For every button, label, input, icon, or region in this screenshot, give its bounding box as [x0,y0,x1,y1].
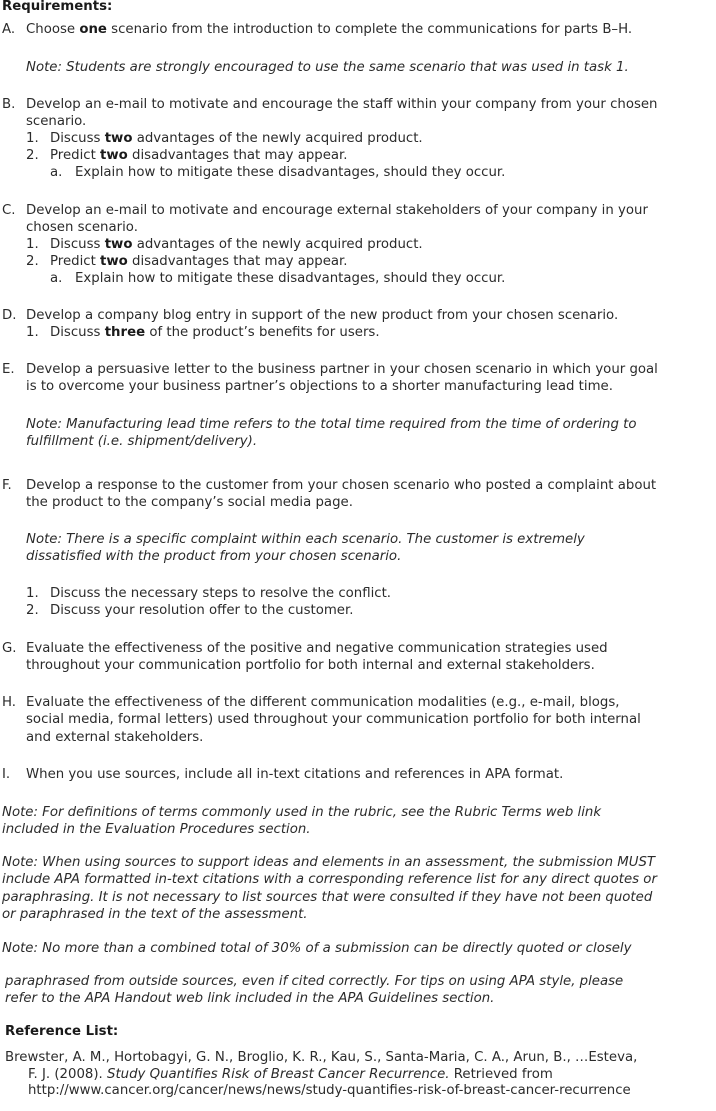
item-b-sub2-num: 2. [26,148,39,163]
item-c-sub1-num: 1. [26,237,39,252]
item-c-sub2-bold: two [100,254,128,269]
item-c-sub2-num: 2. [26,254,39,269]
note-rubric-line2: included in the Evaluation Procedures section. [2,822,311,837]
item-a-note: Note: Students are strongly encouraged to use the same scenario that was used in task 1. [26,60,629,75]
item-a-text-post: scenario from the introduction to complete the communications for parts B–H. [106,22,633,37]
item-i-line1: When you use sources, include all in-text citations and references in APA format. [26,767,564,782]
item-g-line2: throughout your communication portfolio for both internal and external stakeholders. [26,658,595,673]
item-d-sub1-post: of the product’s benefits for users. [145,325,380,340]
item-f-line2: the product to the company’s social media page. [26,495,353,510]
item-b-sub2 [50,147,348,164]
item-a-text-pre: Choose [26,22,80,37]
item-b-sub1-bold: two [104,131,133,146]
item-d-sub1 [50,324,380,341]
item-b-letter: B. [2,97,16,112]
item-a-bold: one [79,22,107,37]
reference-title: Study Quantifies Risk of Breast Cancer Recurrence. [107,1067,450,1082]
item-a-letter: A. [2,22,16,37]
item-b-sub2-post: disadvantages that may appear. [127,148,348,163]
item-e-line1: Develop a persuasive letter to the business partner in your chosen scenario in which your goal [26,362,658,377]
item-e-letter: E. [2,362,15,377]
item-d-line1: Develop a company blog entry in support of the new product from your chosen scenario. [26,308,619,323]
item-b-sub1-num: 1. [26,131,39,146]
item-h-letter: H. [2,695,16,710]
item-a-text [26,21,632,38]
item-c-sub2a: Explain how to mitigate these disadvantages, should they occur. [75,271,506,286]
requirements-heading: Requirements: [2,0,113,14]
item-c-sub1-post: advantages of the newly acquired product. [132,237,423,252]
note-sources-line4: or paraphrased in the text of the assessment. [2,907,308,922]
item-f-letter: F. [2,478,12,493]
item-f-sub2: Discuss your resolution offer to the customer. [50,603,354,618]
item-h-line1: Evaluate the effectiveness of the different communication modalities (e.g., e-mail, blogs, [26,695,620,710]
note-quote-limit-line1: Note: No more than a combined total of 30% of a submission can be directly quoted or closely [2,941,632,956]
item-e-note-line1: Note: Manufacturing lead time refers to the total time required from the time of ordering to [26,417,637,432]
item-h-line3: and external stakeholders. [26,730,204,745]
item-d-sub1-num: 1. [26,325,39,340]
item-f-sub2-num: 2. [26,603,39,618]
note-quote-limit-line2: paraphrased from outside sources, even if cited correctly. For tips on using APA style, please [5,974,624,989]
item-h-line2: social media, formal letters) used throughout your communication portfolio for both internal [26,712,641,727]
item-c-sub2-post: disadvantages that may appear. [127,254,348,269]
item-c-sub2a-letter: a. [50,271,63,286]
item-d-letter: D. [2,308,17,323]
item-c-sub1-pre: Discuss [50,237,105,252]
note-sources-line1: Note: When using sources to support ideas and elements in an assessment, the submission MUST [2,855,656,870]
item-c-sub2-pre: Predict [50,254,101,269]
item-b-sub1-post: advantages of the newly acquired product. [132,131,423,146]
reference-line2-pre: F. J. (2008). [28,1067,108,1082]
item-d-sub1-pre: Discuss [50,325,105,340]
item-c-sub1-bold: two [104,237,133,252]
item-b-sub2-bold: two [100,148,128,163]
item-e-note-line2: fulfillment (i.e. shipment/delivery). [26,434,258,449]
item-b-sub2a: Explain how to mitigate these disadvantages, should they occur. [75,165,506,180]
item-c-letter: C. [2,203,16,218]
item-f-sub1-num: 1. [26,586,39,601]
item-f-line1: Develop a response to the customer from your chosen scenario who posted a complaint about [26,478,657,493]
note-rubric-line1: Note: For definitions of terms commonly used in the rubric, see the Rubric Terms web link [2,805,602,820]
reference-line2-post: Retrieved from [449,1067,553,1082]
note-quote-limit-line3: refer to the APA Handout web link included in the APA Guidelines section. [5,991,495,1006]
reference-line2 [28,1066,553,1083]
reference-line1: Brewster, A. M., Hortobagyi, G. N., Broglio, K. R., Kau, S., Santa-Maria, C. A., Arun, B., …Esteva, [5,1050,638,1065]
item-d-sub1-bold: three [104,325,146,340]
item-f-note-line2: dissatisfied with the product from your chosen scenario. [26,549,402,564]
item-b-sub2a-letter: a. [50,165,63,180]
item-b-sub1 [50,130,423,147]
item-b-sub1-pre: Discuss [50,131,105,146]
reference-url: http://www.cancer.org/cancer/news/news/study-quantifies-risk-of-breast-cancer-recurrence [28,1083,631,1098]
item-b-sub2-pre: Predict [50,148,101,163]
note-sources-line3: paraphrasing. It is not necessary to list sources that were consulted if they have not been quoted [2,890,653,905]
item-g-line1: Evaluate the effectiveness of the positive and negative communication strategies used [26,641,608,656]
note-sources-line2: include APA formatted in-text citations with a corresponding reference list for any direct quotes or [2,872,657,887]
item-b-line1: Develop an e-mail to motivate and encourage the staff within your company from your chosen [26,97,658,112]
item-f-sub1: Discuss the necessary steps to resolve the conflict. [50,586,392,601]
item-f-note-line1: Note: There is a specific complaint within each scenario. The customer is extremely [26,532,585,547]
item-i-letter: I. [2,767,11,782]
item-c-sub1 [50,236,423,253]
item-c-sub2 [50,253,348,270]
item-e-line2: is to overcome your business partner’s objections to a shorter manufacturing lead time. [26,379,613,394]
reference-list-heading: Reference List: [5,1024,119,1039]
item-c-line2: chosen scenario. [26,220,138,235]
item-g-letter: G. [2,641,17,656]
item-c-line1: Develop an e-mail to motivate and encourage external stakeholders of your company in your [26,203,648,218]
item-b-line2: scenario. [26,114,87,129]
